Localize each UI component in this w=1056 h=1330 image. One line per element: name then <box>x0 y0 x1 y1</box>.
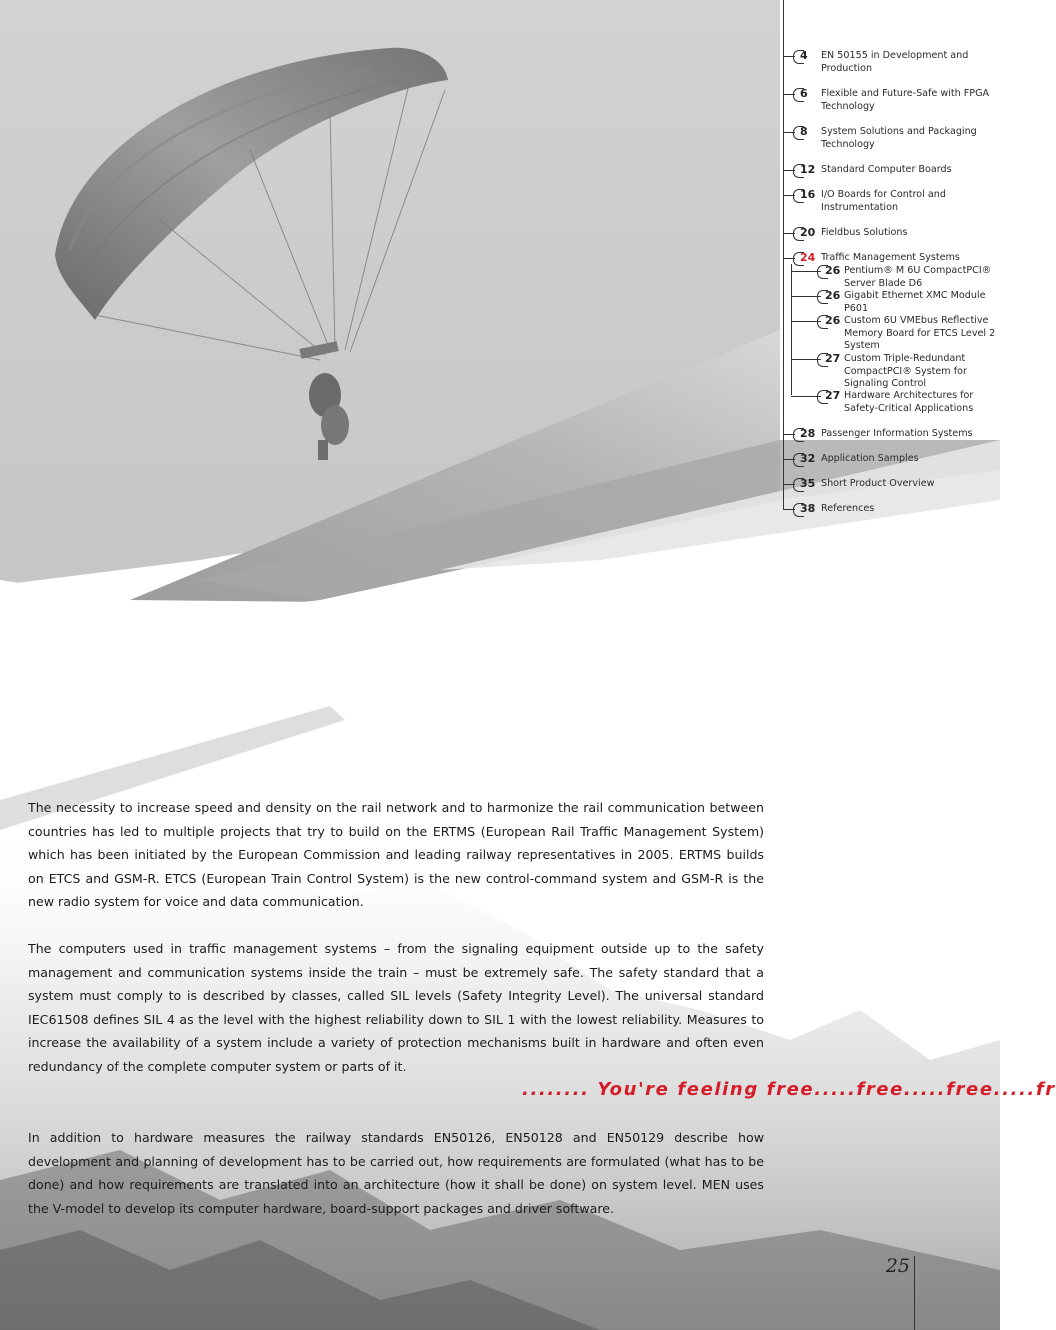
toc-page: 27 <box>825 352 841 365</box>
toc-title: Application Samples <box>821 453 919 464</box>
body-paragraph-safety: The computers used in traffic management systems – from the signaling equipment outside up to the safety management and communication systems inside the train – must be extremely safe. The safety standard that a system must comply to is described by classes, called SIL levels (Safety Integrity Level). The universal standard IEC61508 defines SIL 4 as the level with the highest reliability down to SIL 1 with the lowest reliability. Measures to increase the availability of a system include a variety of protection mechanisms built in hardware and often even redundancy of the complete computer system or parts of it. <box>28 941 764 1074</box>
toc-page-highlighted: 24 <box>800 251 816 264</box>
toc-title: Gigabit Ethernet XMC Module P601 <box>844 290 986 314</box>
body-paragraph-ertms: The necessity to increase speed and density on the rail network and to harmonize the rail communication between countries has led to multiple projects that try to build on the ERTMS (European Rail Traffic Management System) which has been initiated by the European Commission and leading railway representatives in 2005. ERTMS builds on ETCS and GSM-R. ETCS (European Train Control System) is the new control-command system and GSM-R is the new radio system for voice and data communication. <box>28 800 764 909</box>
page-number-rule <box>914 1256 915 1330</box>
toc-page: 27 <box>825 389 841 402</box>
page-number: 25 <box>885 1255 910 1277</box>
toc-title: Standard Computer Boards <box>821 164 952 175</box>
toc-page: 28 <box>800 427 816 440</box>
toc-page: 6 <box>800 87 808 100</box>
toc-title: EN 50155 in Development and Production <box>821 50 969 74</box>
toc-vertical-rule <box>783 0 784 509</box>
toc-page: 26 <box>825 264 841 277</box>
toc-title: Hardware Architectures for Safety-Critical Applications <box>844 390 974 414</box>
toc-page: 4 <box>800 49 808 62</box>
toc-title: Fieldbus Solutions <box>821 227 908 238</box>
toc-title: Custom Triple-Redundant CompactPCI® System for Signaling Control <box>844 353 967 390</box>
toc-title: References <box>821 503 875 514</box>
toc-page: 26 <box>825 289 841 302</box>
body-paragraph-standards: In addition to hardware measures the railway standards EN50126, EN50128 and EN50129 describe how development and planning of development has to be carried out, how requirements are formulated (what has to be done) and how requirements are translated into an architecture (how it shall be done) on system level. MEN uses the V-model to develop its computer hardware, board-support packages and driver software. <box>28 1130 764 1216</box>
toc-title: Pentium® M 6U CompactPCI® Server Blade D6 <box>844 265 992 289</box>
toc-page: 35 <box>800 477 816 490</box>
toc-page: 8 <box>800 125 808 138</box>
toc-sub-rule <box>791 264 792 395</box>
toc-page: 16 <box>800 188 816 201</box>
toc-title: Flexible and Future-Safe with FPGA Technology <box>821 88 990 112</box>
toc-page: 20 <box>800 226 816 239</box>
toc-page: 26 <box>825 314 841 327</box>
toc-title: Passenger Information Systems <box>821 428 973 439</box>
toc-title: Short Product Overview <box>821 478 935 489</box>
toc-title: I/O Boards for Control and Instrumentation <box>821 189 946 213</box>
toc-title: System Solutions and Packaging Technology <box>821 126 977 150</box>
table-of-contents <box>770 0 1000 530</box>
tagline: ........ You're feeling free.....free.....free.....fr <box>522 1079 1056 1100</box>
toc-page: 38 <box>800 502 816 515</box>
toc-page: 32 <box>800 452 816 465</box>
toc-title: Custom 6U VMEbus Reflective Memory Board for ETCS Level 2 System <box>844 315 996 352</box>
toc-title: Traffic Management Systems <box>821 252 960 263</box>
toc-page: 12 <box>800 163 816 176</box>
